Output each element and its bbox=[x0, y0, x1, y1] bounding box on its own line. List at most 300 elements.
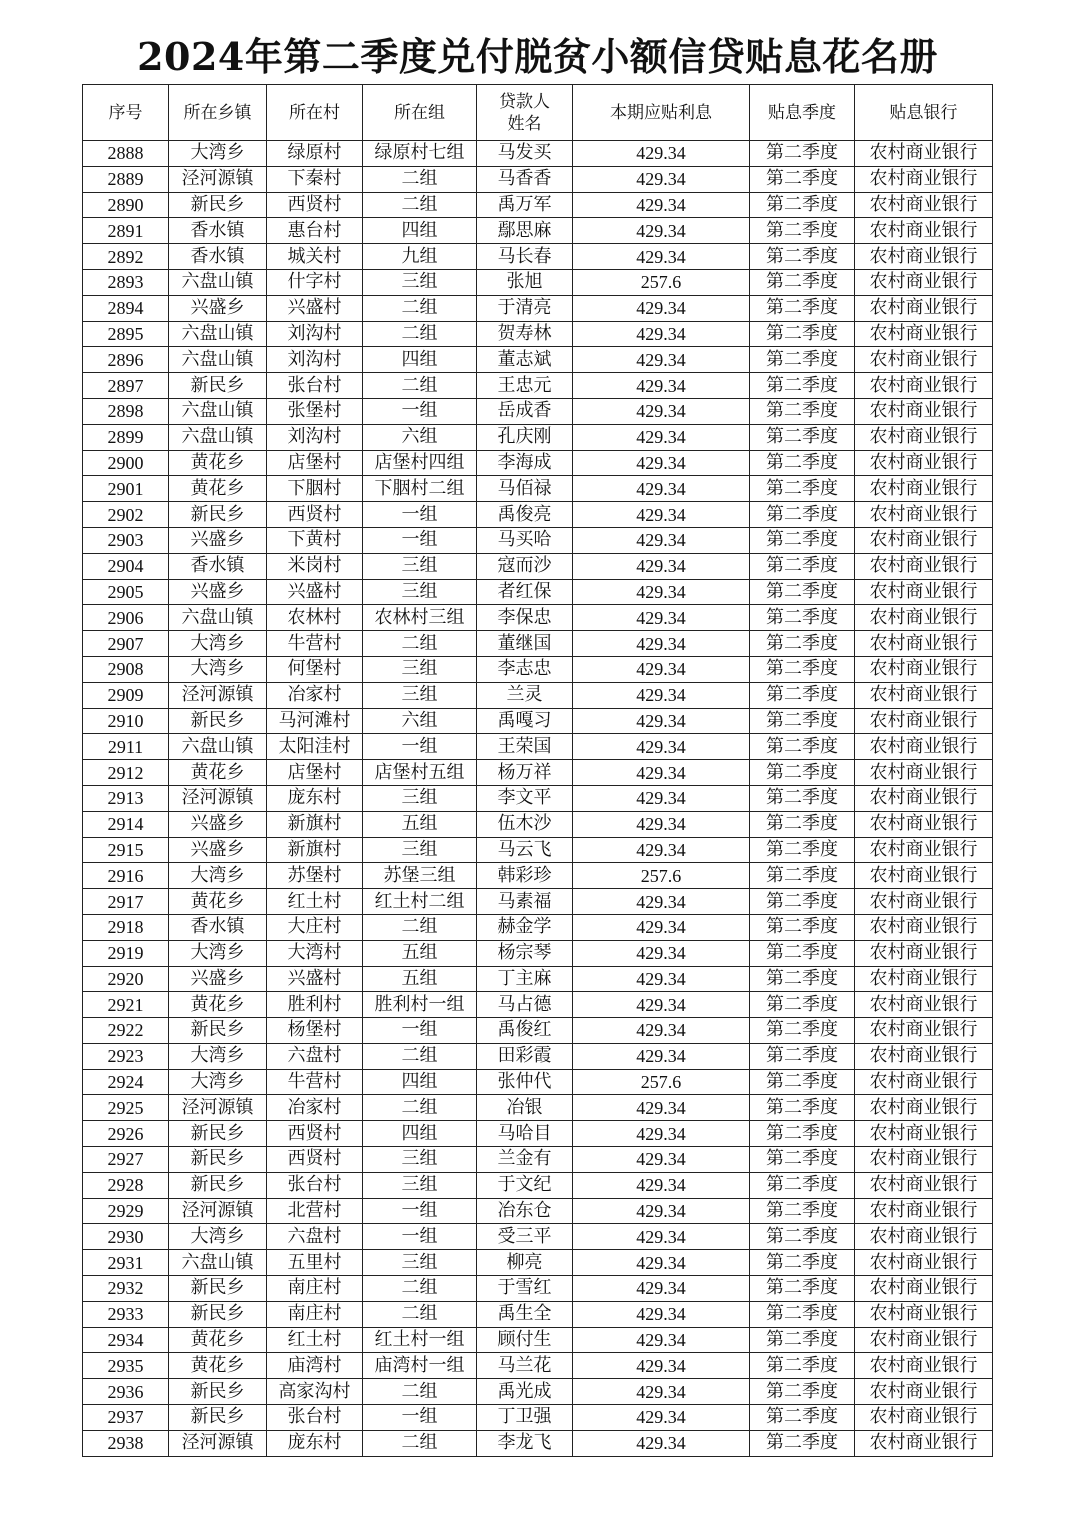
interest-cell: 257.6 bbox=[573, 1069, 750, 1095]
quarter-cell: 第二季度 bbox=[750, 1121, 855, 1147]
village-cell: 南庄村 bbox=[267, 1276, 363, 1302]
group-cell: 一组 bbox=[363, 398, 477, 424]
bank-cell: 农村商业银行 bbox=[855, 553, 993, 579]
village-cell: 冶家村 bbox=[267, 1095, 363, 1121]
village-cell: 兴盛村 bbox=[267, 966, 363, 992]
village-cell: 西贤村 bbox=[267, 192, 363, 218]
table-row bbox=[83, 295, 993, 321]
borrower-cell: 于清亮 bbox=[477, 295, 573, 321]
township-cell: 大湾乡 bbox=[169, 1043, 267, 1069]
table-row bbox=[83, 914, 993, 940]
borrower-cell: 伍木沙 bbox=[477, 811, 573, 837]
interest-cell: 429.34 bbox=[573, 992, 750, 1018]
table-row bbox=[83, 837, 993, 863]
table-row bbox=[83, 760, 993, 786]
village-cell: 苏堡村 bbox=[267, 863, 363, 889]
interest-cell: 429.34 bbox=[573, 218, 750, 244]
borrower-cell: 田彩霞 bbox=[477, 1043, 573, 1069]
bank-cell: 农村商业银行 bbox=[855, 321, 993, 347]
serial-cell: 2929 bbox=[83, 1198, 169, 1224]
interest-cell: 429.34 bbox=[573, 1121, 750, 1147]
table-row bbox=[83, 1069, 993, 1095]
table-row bbox=[83, 527, 993, 553]
group-cell: 三组 bbox=[363, 1172, 477, 1198]
bank-cell: 农村商业银行 bbox=[855, 579, 993, 605]
quarter-cell: 第二季度 bbox=[750, 1198, 855, 1224]
table-row bbox=[83, 1379, 993, 1405]
township-cell: 六盘山镇 bbox=[169, 398, 267, 424]
table-row bbox=[83, 1353, 993, 1379]
village-cell: 六盘村 bbox=[267, 1043, 363, 1069]
bank-cell: 农村商业银行 bbox=[855, 785, 993, 811]
group-cell: 二组 bbox=[363, 1276, 477, 1302]
interest-cell: 429.34 bbox=[573, 1353, 750, 1379]
borrower-cell: 韩彩珍 bbox=[477, 863, 573, 889]
bank-cell: 农村商业银行 bbox=[855, 966, 993, 992]
quarter-cell: 第二季度 bbox=[750, 1353, 855, 1379]
borrower-cell: 张旭 bbox=[477, 269, 573, 295]
borrower-cell: 冶银 bbox=[477, 1095, 573, 1121]
serial-cell: 2921 bbox=[83, 992, 169, 1018]
township-cell: 黄花乡 bbox=[169, 992, 267, 1018]
bank-cell: 农村商业银行 bbox=[855, 1301, 993, 1327]
township-cell: 泾河源镇 bbox=[169, 1430, 267, 1456]
borrower-cell: 马素福 bbox=[477, 889, 573, 915]
serial-cell: 2900 bbox=[83, 450, 169, 476]
table-row bbox=[83, 734, 993, 760]
interest-cell: 429.34 bbox=[573, 321, 750, 347]
bank-cell: 农村商业银行 bbox=[855, 141, 993, 167]
quarter-cell: 第二季度 bbox=[750, 244, 855, 270]
group-cell: 一组 bbox=[363, 502, 477, 528]
quarter-cell: 第二季度 bbox=[750, 1043, 855, 1069]
village-cell: 庞东村 bbox=[267, 785, 363, 811]
column-header-township: 所在乡镇 bbox=[169, 85, 267, 141]
interest-cell: 257.6 bbox=[573, 863, 750, 889]
bank-cell: 农村商业银行 bbox=[855, 269, 993, 295]
township-cell: 新民乡 bbox=[169, 1172, 267, 1198]
table-row bbox=[83, 992, 993, 1018]
village-cell: 西贤村 bbox=[267, 1121, 363, 1147]
table-row bbox=[83, 1172, 993, 1198]
interest-cell: 429.34 bbox=[573, 579, 750, 605]
group-cell: 红土村一组 bbox=[363, 1327, 477, 1353]
borrower-cell: 马长春 bbox=[477, 244, 573, 270]
interest-cell: 429.34 bbox=[573, 1018, 750, 1044]
bank-cell: 农村商业银行 bbox=[855, 1018, 993, 1044]
quarter-cell: 第二季度 bbox=[750, 863, 855, 889]
village-cell: 绿原村 bbox=[267, 141, 363, 167]
township-cell: 新民乡 bbox=[169, 1379, 267, 1405]
quarter-cell: 第二季度 bbox=[750, 1147, 855, 1173]
bank-cell: 农村商业银行 bbox=[855, 1353, 993, 1379]
serial-cell: 2912 bbox=[83, 760, 169, 786]
borrower-cell: 马发买 bbox=[477, 141, 573, 167]
group-cell: 三组 bbox=[363, 579, 477, 605]
serial-cell: 2918 bbox=[83, 914, 169, 940]
township-cell: 新民乡 bbox=[169, 1121, 267, 1147]
table-row bbox=[83, 373, 993, 399]
quarter-cell: 第二季度 bbox=[750, 141, 855, 167]
borrower-cell: 董继国 bbox=[477, 631, 573, 657]
group-cell: 二组 bbox=[363, 631, 477, 657]
serial-cell: 2910 bbox=[83, 708, 169, 734]
village-cell: 刘沟村 bbox=[267, 424, 363, 450]
serial-cell: 2892 bbox=[83, 244, 169, 270]
bank-cell: 农村商业银行 bbox=[855, 682, 993, 708]
quarter-cell: 第二季度 bbox=[750, 579, 855, 605]
quarter-cell: 第二季度 bbox=[750, 1327, 855, 1353]
borrower-cell: 禹嘎习 bbox=[477, 708, 573, 734]
borrower-cell: 马买哈 bbox=[477, 527, 573, 553]
bank-cell: 农村商业银行 bbox=[855, 347, 993, 373]
table-row bbox=[83, 166, 993, 192]
township-cell: 黄花乡 bbox=[169, 889, 267, 915]
village-cell: 兴盛村 bbox=[267, 579, 363, 605]
group-cell: 六组 bbox=[363, 424, 477, 450]
bank-cell: 农村商业银行 bbox=[855, 476, 993, 502]
quarter-cell: 第二季度 bbox=[750, 631, 855, 657]
borrower-cell: 孔庆刚 bbox=[477, 424, 573, 450]
bank-cell: 农村商业银行 bbox=[855, 373, 993, 399]
quarter-cell: 第二季度 bbox=[750, 914, 855, 940]
interest-cell: 429.34 bbox=[573, 966, 750, 992]
group-cell: 五组 bbox=[363, 811, 477, 837]
serial-cell: 2905 bbox=[83, 579, 169, 605]
village-cell: 马河滩村 bbox=[267, 708, 363, 734]
serial-cell: 2934 bbox=[83, 1327, 169, 1353]
township-cell: 六盘山镇 bbox=[169, 605, 267, 631]
bank-cell: 农村商业银行 bbox=[855, 837, 993, 863]
column-header-interest: 本期应贴利息 bbox=[573, 85, 750, 141]
interest-cell: 429.34 bbox=[573, 1379, 750, 1405]
village-cell: 红土村 bbox=[267, 889, 363, 915]
interest-cell: 429.34 bbox=[573, 811, 750, 837]
group-cell: 店堡村四组 bbox=[363, 450, 477, 476]
village-cell: 红土村 bbox=[267, 1327, 363, 1353]
serial-cell: 2930 bbox=[83, 1224, 169, 1250]
township-cell: 六盘山镇 bbox=[169, 424, 267, 450]
township-cell: 香水镇 bbox=[169, 244, 267, 270]
bank-cell: 农村商业银行 bbox=[855, 992, 993, 1018]
table-row bbox=[83, 785, 993, 811]
serial-cell: 2904 bbox=[83, 553, 169, 579]
village-cell: 冶家村 bbox=[267, 682, 363, 708]
village-cell: 五里村 bbox=[267, 1250, 363, 1276]
table-row bbox=[83, 1301, 993, 1327]
quarter-cell: 第二季度 bbox=[750, 1276, 855, 1302]
serial-cell: 2937 bbox=[83, 1405, 169, 1431]
township-cell: 兴盛乡 bbox=[169, 527, 267, 553]
quarter-cell: 第二季度 bbox=[750, 450, 855, 476]
group-cell: 绿原村七组 bbox=[363, 141, 477, 167]
village-cell: 南庄村 bbox=[267, 1301, 363, 1327]
quarter-cell: 第二季度 bbox=[750, 295, 855, 321]
table-row bbox=[83, 940, 993, 966]
bank-cell: 农村商业银行 bbox=[855, 914, 993, 940]
quarter-cell: 第二季度 bbox=[750, 502, 855, 528]
interest-cell: 429.34 bbox=[573, 785, 750, 811]
serial-cell: 2903 bbox=[83, 527, 169, 553]
quarter-cell: 第二季度 bbox=[750, 1405, 855, 1431]
bank-cell: 农村商业银行 bbox=[855, 244, 993, 270]
borrower-cell: 李海成 bbox=[477, 450, 573, 476]
borrower-cell: 杨宗琴 bbox=[477, 940, 573, 966]
group-cell: 二组 bbox=[363, 914, 477, 940]
bank-cell: 农村商业银行 bbox=[855, 708, 993, 734]
borrower-cell: 李保忠 bbox=[477, 605, 573, 631]
serial-cell: 2915 bbox=[83, 837, 169, 863]
serial-cell: 2894 bbox=[83, 295, 169, 321]
quarter-cell: 第二季度 bbox=[750, 1069, 855, 1095]
interest-cell: 429.34 bbox=[573, 1043, 750, 1069]
table-row bbox=[83, 1018, 993, 1044]
serial-cell: 2888 bbox=[83, 141, 169, 167]
table-row bbox=[83, 502, 993, 528]
interest-cell: 429.34 bbox=[573, 244, 750, 270]
table-body bbox=[83, 141, 993, 1457]
group-cell: 二组 bbox=[363, 1043, 477, 1069]
bank-cell: 农村商业银行 bbox=[855, 398, 993, 424]
serial-cell: 2926 bbox=[83, 1121, 169, 1147]
township-cell: 大湾乡 bbox=[169, 656, 267, 682]
bank-cell: 农村商业银行 bbox=[855, 734, 993, 760]
group-cell: 四组 bbox=[363, 1069, 477, 1095]
village-cell: 店堡村 bbox=[267, 760, 363, 786]
bank-cell: 农村商业银行 bbox=[855, 1121, 993, 1147]
village-cell: 店堡村 bbox=[267, 450, 363, 476]
bank-cell: 农村商业银行 bbox=[855, 1379, 993, 1405]
table-row bbox=[83, 863, 993, 889]
quarter-cell: 第二季度 bbox=[750, 605, 855, 631]
village-cell: 西贤村 bbox=[267, 502, 363, 528]
group-cell: 二组 bbox=[363, 295, 477, 321]
bank-cell: 农村商业银行 bbox=[855, 424, 993, 450]
quarter-cell: 第二季度 bbox=[750, 424, 855, 450]
borrower-cell: 赫金学 bbox=[477, 914, 573, 940]
group-cell: 五组 bbox=[363, 940, 477, 966]
township-cell: 六盘山镇 bbox=[169, 1250, 267, 1276]
township-cell: 新民乡 bbox=[169, 1018, 267, 1044]
interest-cell: 429.34 bbox=[573, 1430, 750, 1456]
serial-cell: 2902 bbox=[83, 502, 169, 528]
serial-cell: 2931 bbox=[83, 1250, 169, 1276]
village-cell: 刘沟村 bbox=[267, 321, 363, 347]
quarter-cell: 第二季度 bbox=[750, 837, 855, 863]
group-cell: 四组 bbox=[363, 347, 477, 373]
borrower-cell: 顾付生 bbox=[477, 1327, 573, 1353]
bank-cell: 农村商业银行 bbox=[855, 760, 993, 786]
borrower-cell: 禹生全 bbox=[477, 1301, 573, 1327]
township-cell: 大湾乡 bbox=[169, 631, 267, 657]
serial-cell: 2927 bbox=[83, 1147, 169, 1173]
village-cell: 牛营村 bbox=[267, 1069, 363, 1095]
township-cell: 兴盛乡 bbox=[169, 966, 267, 992]
borrower-cell: 马云飞 bbox=[477, 837, 573, 863]
group-cell: 三组 bbox=[363, 1250, 477, 1276]
interest-cell: 429.34 bbox=[573, 914, 750, 940]
table-row bbox=[83, 218, 993, 244]
village-cell: 西贤村 bbox=[267, 1147, 363, 1173]
village-cell: 新旗村 bbox=[267, 811, 363, 837]
serial-cell: 2889 bbox=[83, 166, 169, 192]
township-cell: 新民乡 bbox=[169, 1405, 267, 1431]
serial-cell: 2913 bbox=[83, 785, 169, 811]
interest-cell: 429.34 bbox=[573, 527, 750, 553]
group-cell: 六组 bbox=[363, 708, 477, 734]
group-cell: 一组 bbox=[363, 1224, 477, 1250]
borrower-cell: 于文纪 bbox=[477, 1172, 573, 1198]
serial-cell: 2908 bbox=[83, 656, 169, 682]
group-cell: 三组 bbox=[363, 1147, 477, 1173]
quarter-cell: 第二季度 bbox=[750, 940, 855, 966]
group-cell: 红土村二组 bbox=[363, 889, 477, 915]
borrower-cell: 禹万军 bbox=[477, 192, 573, 218]
table-row bbox=[83, 1224, 993, 1250]
borrower-cell: 贺寿林 bbox=[477, 321, 573, 347]
quarter-cell: 第二季度 bbox=[750, 785, 855, 811]
header-row bbox=[83, 85, 993, 141]
group-cell: 四组 bbox=[363, 218, 477, 244]
borrower-cell: 董志斌 bbox=[477, 347, 573, 373]
quarter-cell: 第二季度 bbox=[750, 476, 855, 502]
table-row bbox=[83, 605, 993, 631]
borrower-cell: 王忠元 bbox=[477, 373, 573, 399]
bank-cell: 农村商业银行 bbox=[855, 1069, 993, 1095]
village-cell: 兴盛村 bbox=[267, 295, 363, 321]
serial-cell: 2891 bbox=[83, 218, 169, 244]
township-cell: 新民乡 bbox=[169, 1147, 267, 1173]
group-cell: 二组 bbox=[363, 192, 477, 218]
village-cell: 高家沟村 bbox=[267, 1379, 363, 1405]
quarter-cell: 第二季度 bbox=[750, 1224, 855, 1250]
interest-cell: 429.34 bbox=[573, 450, 750, 476]
township-cell: 新民乡 bbox=[169, 1301, 267, 1327]
serial-cell: 2911 bbox=[83, 734, 169, 760]
group-cell: 九组 bbox=[363, 244, 477, 270]
group-cell: 下胭村二组 bbox=[363, 476, 477, 502]
group-cell: 三组 bbox=[363, 553, 477, 579]
village-cell: 杨堡村 bbox=[267, 1018, 363, 1044]
borrower-cell: 受三平 bbox=[477, 1224, 573, 1250]
township-cell: 黄花乡 bbox=[169, 450, 267, 476]
interest-cell: 429.34 bbox=[573, 605, 750, 631]
quarter-cell: 第二季度 bbox=[750, 1018, 855, 1044]
borrower-cell: 丁卫强 bbox=[477, 1405, 573, 1431]
serial-cell: 2890 bbox=[83, 192, 169, 218]
bank-cell: 农村商业银行 bbox=[855, 1147, 993, 1173]
village-cell: 张台村 bbox=[267, 1405, 363, 1431]
interest-cell: 429.34 bbox=[573, 1198, 750, 1224]
quarter-cell: 第二季度 bbox=[750, 553, 855, 579]
interest-cell: 429.34 bbox=[573, 1276, 750, 1302]
bank-cell: 农村商业银行 bbox=[855, 863, 993, 889]
township-cell: 泾河源镇 bbox=[169, 1095, 267, 1121]
township-cell: 大湾乡 bbox=[169, 1069, 267, 1095]
quarter-cell: 第二季度 bbox=[750, 321, 855, 347]
township-cell: 泾河源镇 bbox=[169, 682, 267, 708]
serial-cell: 2928 bbox=[83, 1172, 169, 1198]
serial-cell: 2897 bbox=[83, 373, 169, 399]
group-cell: 一组 bbox=[363, 1198, 477, 1224]
table-row bbox=[83, 347, 993, 373]
serial-cell: 2922 bbox=[83, 1018, 169, 1044]
serial-cell: 2898 bbox=[83, 398, 169, 424]
bank-cell: 农村商业银行 bbox=[855, 502, 993, 528]
table-row bbox=[83, 1276, 993, 1302]
township-cell: 兴盛乡 bbox=[169, 579, 267, 605]
interest-cell: 429.34 bbox=[573, 553, 750, 579]
serial-cell: 2936 bbox=[83, 1379, 169, 1405]
group-cell: 二组 bbox=[363, 1379, 477, 1405]
village-cell: 下黄村 bbox=[267, 527, 363, 553]
township-cell: 泾河源镇 bbox=[169, 1198, 267, 1224]
quarter-cell: 第二季度 bbox=[750, 527, 855, 553]
table-row bbox=[83, 579, 993, 605]
interest-cell: 429.34 bbox=[573, 889, 750, 915]
table-row bbox=[83, 1121, 993, 1147]
borrower-cell: 于雪红 bbox=[477, 1276, 573, 1302]
interest-cell: 429.34 bbox=[573, 734, 750, 760]
group-cell: 二组 bbox=[363, 1430, 477, 1456]
table-row bbox=[83, 631, 993, 657]
table-row bbox=[83, 811, 993, 837]
serial-cell: 2920 bbox=[83, 966, 169, 992]
group-cell: 庙湾村一组 bbox=[363, 1353, 477, 1379]
interest-cell: 429.34 bbox=[573, 940, 750, 966]
serial-cell: 2907 bbox=[83, 631, 169, 657]
borrower-cell: 李志忠 bbox=[477, 656, 573, 682]
quarter-cell: 第二季度 bbox=[750, 992, 855, 1018]
group-cell: 二组 bbox=[363, 166, 477, 192]
group-cell: 二组 bbox=[363, 1095, 477, 1121]
borrower-cell: 王荣国 bbox=[477, 734, 573, 760]
bank-cell: 农村商业银行 bbox=[855, 1276, 993, 1302]
interest-cell: 429.34 bbox=[573, 656, 750, 682]
bank-cell: 农村商业银行 bbox=[855, 166, 993, 192]
interest-cell: 429.34 bbox=[573, 682, 750, 708]
township-cell: 新民乡 bbox=[169, 708, 267, 734]
serial-cell: 2914 bbox=[83, 811, 169, 837]
table-row bbox=[83, 1430, 993, 1456]
borrower-cell: 者红保 bbox=[477, 579, 573, 605]
bank-cell: 农村商业银行 bbox=[855, 1095, 993, 1121]
borrower-cell: 柳亮 bbox=[477, 1250, 573, 1276]
serial-cell: 2935 bbox=[83, 1353, 169, 1379]
interest-cell: 429.34 bbox=[573, 295, 750, 321]
quarter-cell: 第二季度 bbox=[750, 373, 855, 399]
village-cell: 庞东村 bbox=[267, 1430, 363, 1456]
interest-cell: 429.34 bbox=[573, 373, 750, 399]
quarter-cell: 第二季度 bbox=[750, 347, 855, 373]
village-cell: 六盘村 bbox=[267, 1224, 363, 1250]
township-cell: 香水镇 bbox=[169, 914, 267, 940]
village-cell: 什字村 bbox=[267, 269, 363, 295]
table-row bbox=[83, 1327, 993, 1353]
village-cell: 牛营村 bbox=[267, 631, 363, 657]
borrower-cell: 禹光成 bbox=[477, 1379, 573, 1405]
bank-cell: 农村商业银行 bbox=[855, 1198, 993, 1224]
table-row bbox=[83, 450, 993, 476]
table-row bbox=[83, 1147, 993, 1173]
table-row bbox=[83, 1250, 993, 1276]
bank-cell: 农村商业银行 bbox=[855, 940, 993, 966]
interest-cell: 429.34 bbox=[573, 166, 750, 192]
table-row bbox=[83, 553, 993, 579]
township-cell: 大湾乡 bbox=[169, 863, 267, 889]
village-cell: 张堡村 bbox=[267, 398, 363, 424]
serial-cell: 2916 bbox=[83, 863, 169, 889]
